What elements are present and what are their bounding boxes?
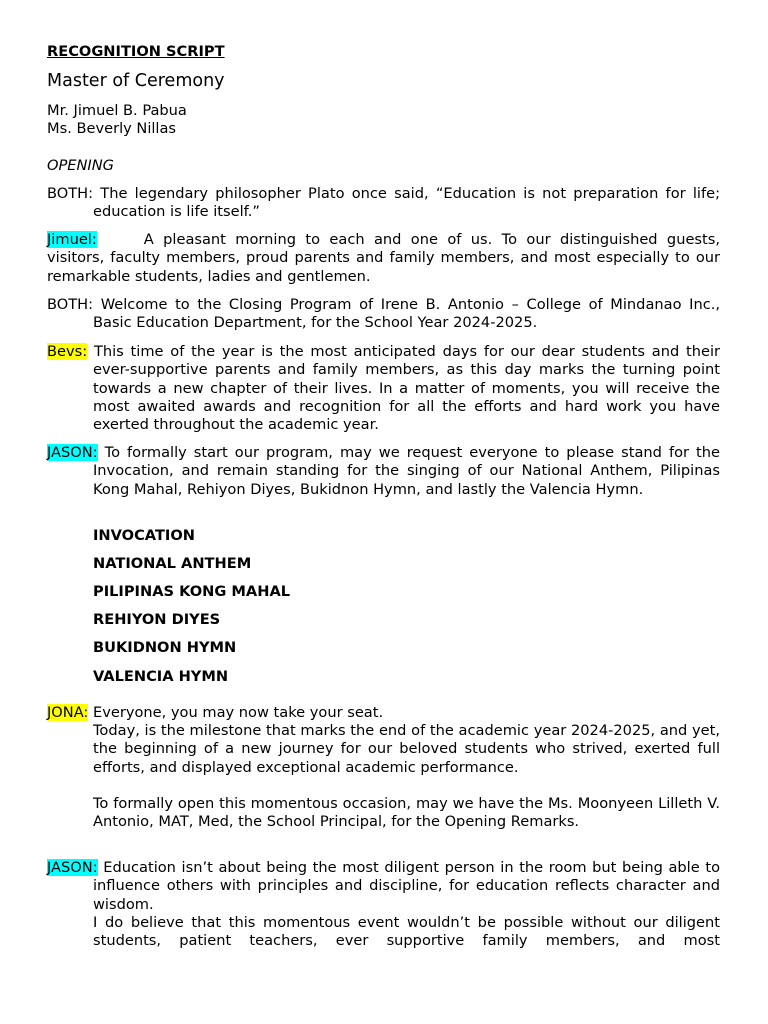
program-item: VALENCIA HYMN — [93, 668, 229, 685]
paragraph-text: Today, is the milestone that marks the end of the academic year 2024-2025, and yet, the beginning of a new journey for our beloved students who strived, exerted full efforts, and displayed exceptional academic performance. — [93, 722, 720, 776]
speaker-label: Bevs: — [47, 343, 88, 360]
section-heading: OPENING — [47, 157, 114, 174]
speaker-label: JASON: — [47, 859, 98, 876]
speaker-label: BOTH: — [47, 296, 94, 313]
speaker-label: JONA: — [47, 704, 89, 721]
paragraph-text: To formally start our program, may we request everyone to please stand for the Invocation, and remain standing for the singing of our National Anthem, Pilipinas Kong Mahal, Rehiyon Diyes, Bukidnon Hymn, and lastly the Valencia Hymn. — [93, 444, 721, 498]
document-subtitle: Master of Ceremony — [47, 71, 225, 91]
speaker-label: JASON: — [47, 444, 98, 461]
paragraph-text: Welcome to the Closing Program of Irene B. Antonio – College of Mindanao Inc., Basic Education Department, for the School Year 2024-2025. — [93, 296, 720, 332]
host-name: Ms. Beverly Nillas — [47, 120, 177, 138]
program-item: BUKIDNON HYMN — [93, 639, 237, 656]
speaker-label: Jimuel: — [47, 231, 97, 248]
script-paragraph — [47, 444, 720, 499]
paragraph-text: I do believe that this momentous event wouldn’t be possible without our diligent students, patient teachers, ever supportive family members, and most — [93, 914, 720, 950]
paragraph-text: This time of the year is the most anticipated days for our dear students and their ever-supportive parents and family members, as this day marks the turning point towards a new chapter of their lives. In a matter of moments, you will receive the most awaited awards and recognition for all the efforts and hard work you have exerted throughout the academic year. — [93, 343, 720, 434]
program-item: REHIYON DIYES — [93, 611, 221, 628]
script-line — [47, 704, 88, 722]
paragraph-text: A pleasant morning to each and one of us. To our distinguished guests, visitors, faculty members, proud parents and family members, and most especially to our remarkable students, ladies and gentlemen. — [47, 231, 720, 285]
host-name: Mr. Jimuel B. Pabua — [47, 102, 187, 119]
program-item: INVOCATION — [93, 527, 195, 544]
script-paragraph — [47, 859, 720, 914]
speaker-label: BOTH: — [47, 185, 94, 202]
host-names — [47, 102, 187, 139]
paragraph-text: Education isn’t about being the most diligent person in the room but being able to influence others with principles and discipline, for education reflects character and wisdom. — [93, 859, 721, 913]
paragraph-text: To formally open this momentous occasion, may we have the Ms. Moonyeen Lilleth V. Antonio, MAT, Med, the School Principal, for the Opening Remarks. — [93, 795, 720, 831]
document-title: RECOGNITION SCRIPT — [47, 43, 225, 60]
program-item: PILIPINAS KONG MAHAL — [93, 583, 291, 600]
program-item: NATIONAL ANTHEM — [93, 555, 252, 572]
paragraph-text: Everyone, you may now take your seat. — [93, 704, 384, 721]
script-paragraph — [47, 185, 720, 222]
script-paragraph — [47, 296, 720, 333]
script-paragraph — [47, 231, 720, 286]
document-page — [47, 0, 720, 1024]
script-paragraph — [47, 343, 720, 434]
paragraph-text: The legendary philosopher Plato once said, “Education is not preparation for life; education is life itself.” — [93, 185, 720, 221]
